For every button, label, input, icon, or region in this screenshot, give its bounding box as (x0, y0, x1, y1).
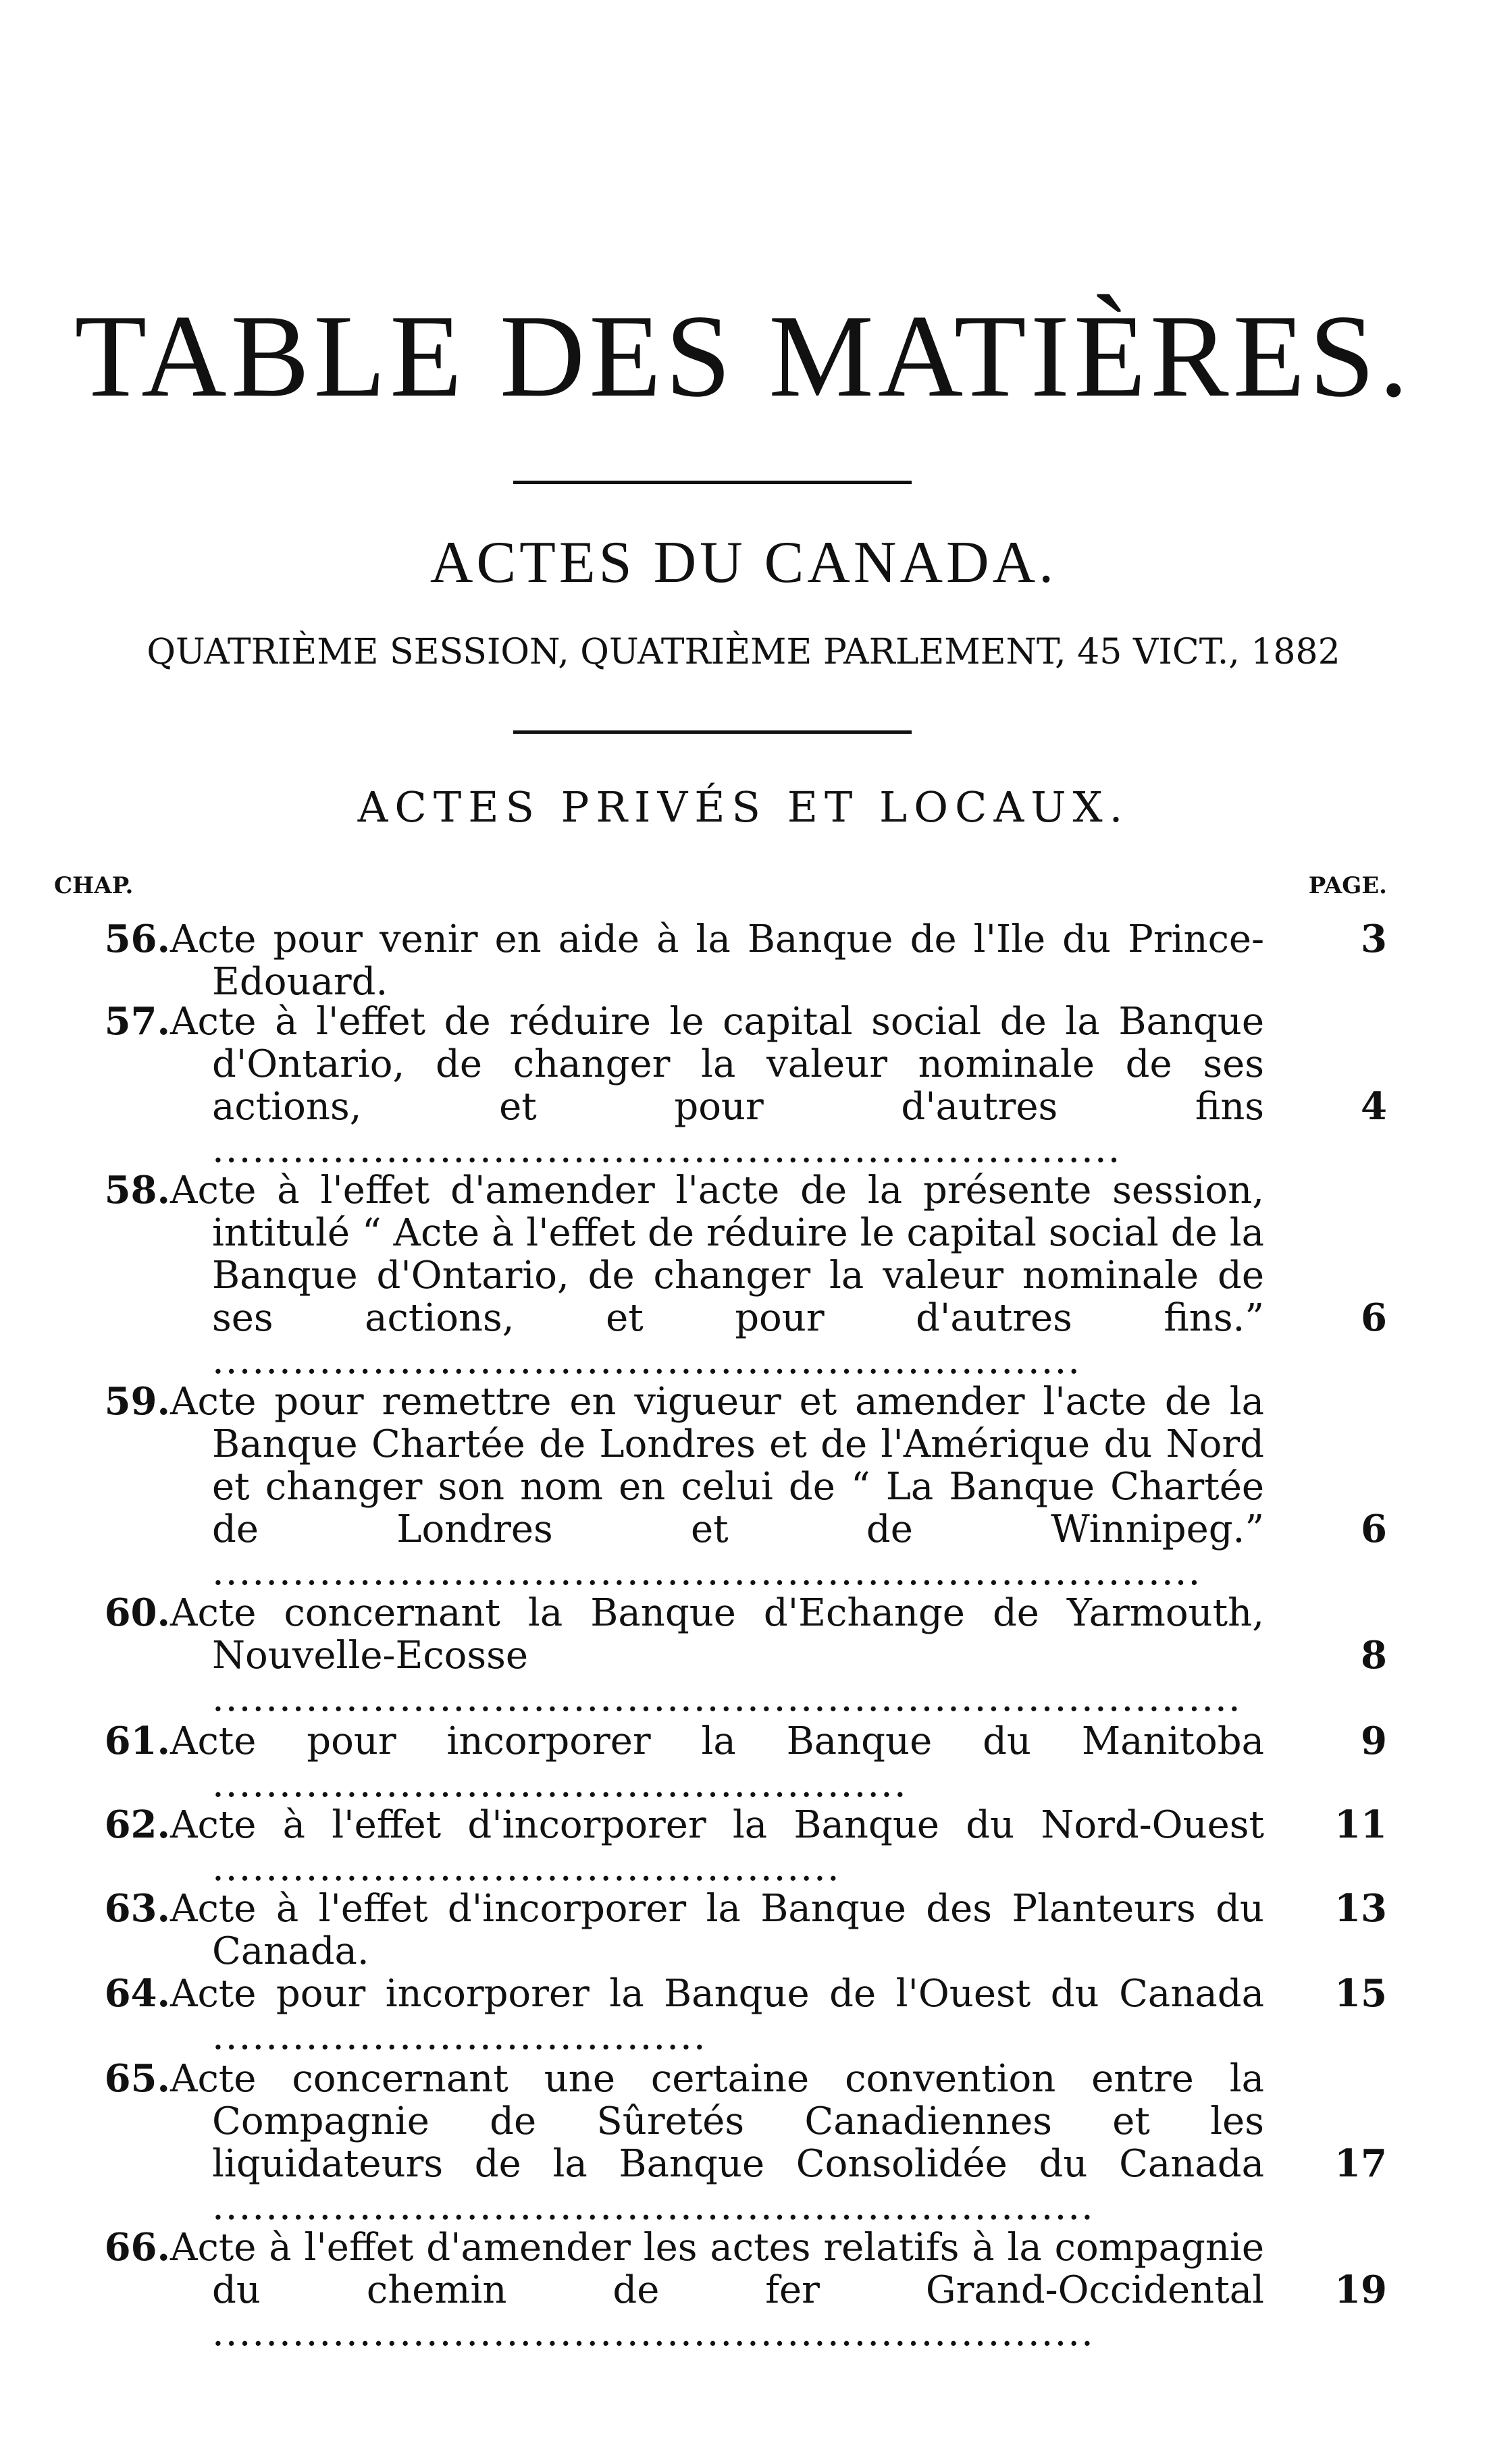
page-number: 17 (1334, 2141, 1387, 2186)
page-number: 8 (1361, 1633, 1387, 1678)
section-heading: ACTES PRIVÉS ET LOCAUX. (357, 782, 1130, 832)
page-number: 3 (1361, 917, 1387, 961)
page-number: 15 (1334, 1971, 1387, 2016)
page-number: 11 (1334, 1802, 1387, 1847)
leader-dots: ............................................................................. (212, 1676, 1242, 1720)
subtitle: ACTES DU CANADA. (429, 530, 1058, 595)
leader-dots: .................................................................. (212, 2311, 1095, 2355)
page-number: 19 (1334, 2268, 1387, 2312)
page-number: 13 (1334, 1886, 1387, 1931)
chapter-number: 65. (104, 2056, 170, 2101)
leader-dots: ............................................... (212, 1846, 841, 1890)
leader-dots: ..................................... (212, 2014, 707, 2058)
entry-text: Acte à l'effet de réduire le capital social de la Banque d'Ontario, de changer la valeur nominale de ses actions, et pour d'autres fins .................................................................... (170, 1000, 1264, 1171)
chapter-number: 56. (104, 917, 170, 961)
entry-text: Acte concernant la Banque d'Echange de Yarmouth, Nouvelle-Ecosse ............................................................................. (170, 1591, 1264, 1720)
leader-dots: .................................................... (212, 1762, 908, 1806)
entry-text: Acte pour venir en aide à la Banque de l'Ile du Prince-Edouard. (170, 917, 1264, 1004)
leader-dots: .................................................................... (212, 1127, 1122, 1171)
chapter-number: 62. (104, 1802, 170, 1847)
page-number: 9 (1361, 1719, 1387, 1763)
entry-text: Acte à l'effet d'incorporer la Banque du Nord-Ouest ............................................... (170, 1803, 1264, 1890)
chapter-number: 58. (104, 1168, 170, 1212)
page-number: 6 (1361, 1507, 1387, 1551)
divider-rule (513, 730, 912, 734)
chapter-number: 59. (104, 1379, 170, 1424)
entry-text: Acte pour incorporer la Banque de l'Ouest du Canada ..................................... (170, 1972, 1264, 2058)
leader-dots: .................................................................. (212, 2185, 1095, 2228)
divider-rule (513, 481, 912, 484)
leader-dots: ................................................................. (212, 1339, 1082, 1383)
entry-text: Acte à l'effet d'amender l'acte de la présente session, intitulé “ Acte à l'effet de réduire le capital social de la Banque d'Ontario, de changer la valeur nominale de ses actions, et pour d'autres fins.” ................................................................. (170, 1169, 1264, 1383)
session-line: QUATRIÈME SESSION, QUATRIÈME PARLEMENT, 45 VICT., 1882 (147, 632, 1340, 672)
chapter-number: 60. (104, 1590, 170, 1635)
entry-text: Acte pour remettre en vigueur et amender l'acte de la Banque Chartée de Londres et de l'Amérique du Nord et changer son nom en celui de “ La Banque Chartée de Londres et de Winnipeg.” .......................................................................... (170, 1380, 1264, 1594)
chapter-number: 61. (104, 1719, 170, 1763)
entry-text: Acte pour incorporer la Banque du Manitoba .................................................... (170, 1719, 1264, 1806)
page-number: 4 (1361, 1084, 1387, 1129)
chap-column-header: CHAP. (54, 872, 134, 899)
chapter-number: 66. (104, 2225, 170, 2270)
page-title: TABLE DES MATIÈRES. (74, 290, 1413, 421)
chapter-number: 57. (104, 999, 170, 1044)
entry-text: Acte à l'effet d'amender les actes relatifs à la compagnie du chemin de fer Grand-Occidental .................................................................. (170, 2226, 1264, 2355)
chapter-number: 64. (104, 1971, 170, 2016)
page-number: 6 (1361, 1295, 1387, 1340)
page-column-header: PAGE. (1308, 872, 1387, 899)
chapter-number: 63. (104, 1886, 170, 1931)
leader-dots: .......................................................................... (212, 1550, 1202, 1594)
entry-text: Acte concernant une certaine convention entre la Compagnie de Sûretés Canadiennes et les liquidateurs de la Banque Consolidée du Canada .................................................................. (170, 2057, 1264, 2228)
entry-text: Acte à l'effet d'incorporer la Banque des Planteurs du Canada. (170, 1887, 1264, 1973)
